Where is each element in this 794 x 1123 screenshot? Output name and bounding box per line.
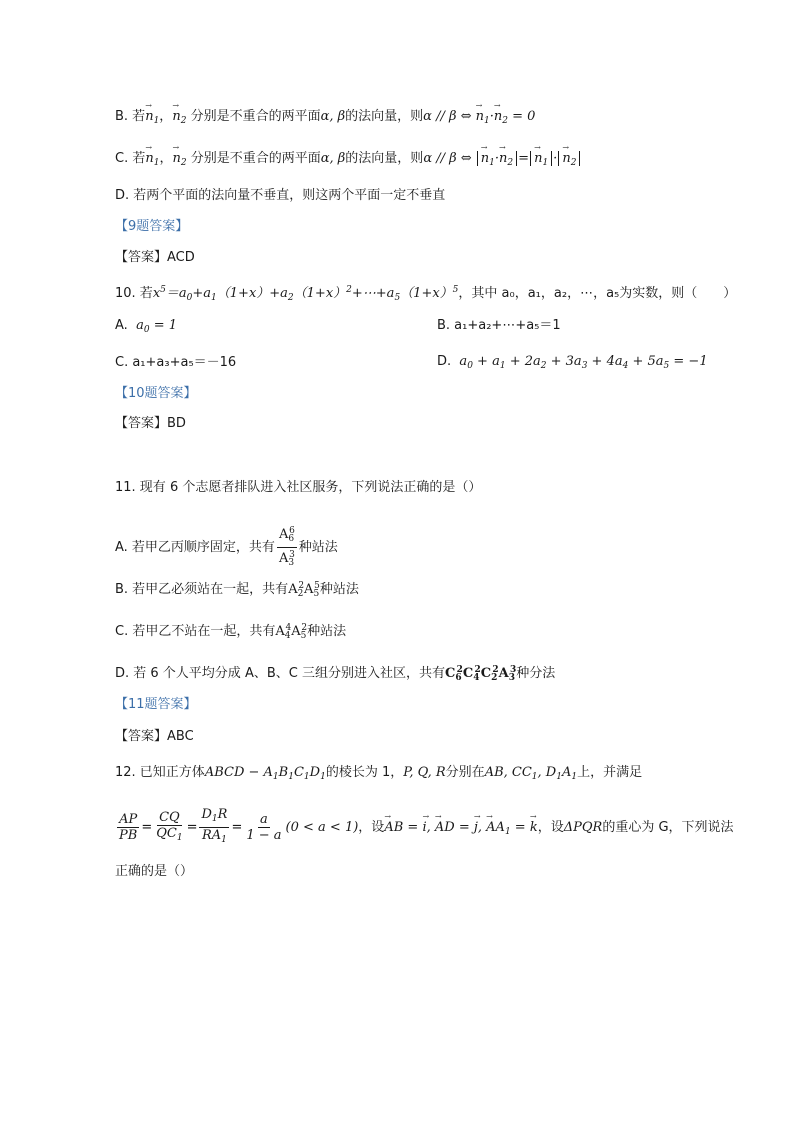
q12-stem-line2: $\frac{AP}{PB}$ = $\frac{CQ}{QC_1}$ = $\frac{D_1R}{RA_1}$ = $\frac{a}{1 - a}$ (0 < a < 1)，设→ AB = → i, → AD = → j, → $AA_1$ = → k，设ΔPQR的重心为 G，下列说法 (115, 807, 734, 848)
q12-stem-line1: 12. 已知正方体ABCD − $A_1B_1C_1D_1$的棱长为 1，P, Q, R分别在AB, $CC_1$, $D_1A_1$上，并满足 (115, 765, 643, 782)
q9-option-b: B. 若→ $n_1$，→ $n_2$ 分别是不重合的两平面α, β的法向量，则α // β ⇔ → $n_1\cdot\to n_2 = 0$ (115, 107, 535, 131)
q11-answer-header: 【11题答案】 (115, 697, 197, 712)
q11-option-d: D. 若 6 个人平均分成 A、B、C 三组分别进入社区，共有$C_6^2C_4^2C_2^2A_3^3$种分法 (115, 665, 556, 683)
alpha-beta: α, β (320, 109, 346, 124)
vector-n2: → $n_2$ (172, 107, 186, 131)
q10-option-d: D. $a_0 + a_1 + 2a_2 + 3a_3 + 4a_4 + 5a_5 = -1$ (437, 354, 708, 371)
q11-option-a: A. 若甲乙丙顺序固定，共有 $\frac{A_6^6}{A_3^3}$ 种站法 (115, 524, 338, 571)
q9-answer: 【答案】ACD (115, 250, 195, 265)
q11-stem: 11. 现有 6 个志愿者排队进入社区服务，下列说法正确的是（） (115, 480, 482, 495)
q10-expansion: $x^5=a_0+a_1(1+x)+a_2(1+x)^2+\cdots+a_5(1+x)^5$ (152, 285, 459, 303)
q10-answer: 【答案】BD (115, 416, 186, 431)
q10-stem: 10. 若$x^5=a_0+a_1(1+x)+a_2(1+x)^2+\cdots+a_5(1+x)^5$，其中 a₀，a₁，a₂，⋯，a₅为实数，则（ ） (115, 285, 737, 303)
q10-option-a: A. $a_0 = 1$ (115, 318, 177, 335)
parallel-relation: α // β ⇔ (423, 109, 476, 124)
dot-product-zero: → $n_1\cdot\to n_2 = 0$ (476, 109, 536, 124)
q10-option-b: B. a₁+a₂+⋯+a₅＝1 (437, 318, 561, 333)
q9-answer-header: 【9题答案】 (115, 219, 189, 234)
q10-option-c: C. a₁+a₃+a₅＝－16 (115, 355, 237, 370)
abs-dot-product: → $n_1\cdot\to n_2 =\to n_1 \cdot\to n_2$ (476, 151, 582, 166)
q12-stem-line3: 正确的是（） (115, 864, 194, 879)
q11-answer: 【答案】ABC (115, 729, 194, 744)
q9-option-d: D. 若两个平面的法向量不垂直，则这两个平面一定不垂直 (115, 188, 446, 203)
q9-option-c: C. 若→ $n_1$，→ $n_2$ 分别是不重合的两平面α, β的法向量，则α // β ⇔ → $n_1\cdot\to n_2 =\to n_1 \cdot\to n_2$ (115, 149, 581, 173)
q11-option-c: C. 若甲乙不站在一起，共有$A_4^4A_5^2$种站法 (115, 623, 347, 641)
vector-n1: → $n_1$ (145, 107, 159, 131)
q10-answer-header: 【10题答案】 (115, 386, 197, 401)
q11-option-b: B. 若甲乙必须站在一起，共有$A_2^2A_5^5$种站法 (115, 581, 359, 599)
q11a-fraction: $\frac{A_6^6}{A_3^3}$ (278, 526, 295, 568)
